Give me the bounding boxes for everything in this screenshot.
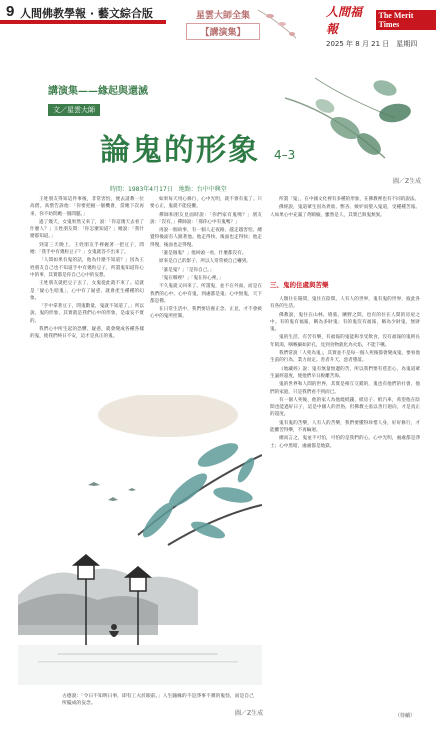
section-heading: 三、鬼的住處與苦樂	[270, 281, 329, 289]
paragraph: 鬼有鬼的苦樂，人有人的苦樂，我們要懂得珍惜人身，好好修行，才能離苦得樂，不再輪迴。	[270, 420, 420, 434]
watercolor-leaves-illustration	[285, 58, 425, 178]
masthead	[0, 0, 440, 58]
paragraph: 再說一個故事，有一個人走夜路，越走越害怕，總覺得後面有人跟著他。他走得快，後面也走得快；他走得慢，後面也走得慢。	[150, 228, 262, 248]
series-label	[186, 8, 260, 40]
paragraph: 禪師和朋友見面時說：「你們家有鬼嗎？」朋友說：「沒有。」禪師說：「那你心中有鬼嗎？」	[150, 212, 262, 225]
paragraph: 「手中拿著豆子，問鬼數量，鬼就不知道了。」所以說，鬼的形象，其實就是我們心中的形象，是虛妄不實的。	[30, 304, 144, 324]
paragraph: 鬼的世界和人間的世界，其實是相互交錯的，鬼也有他們的社會、他們的家庭，只是我們看不到而已。	[270, 382, 420, 395]
text-column-4	[270, 296, 420, 716]
paragraph: 王姓朋友就把豆子丟了，女鬼從此就不來了。這就是「疑心生暗鬼」，心中有了疑惑，就會產生種種的幻象。	[30, 281, 144, 301]
paragraph: 王姓朋友得知這件事後，非常害怕，便去請教一位高僧。高僧告訴他：「你要把握一個機會，當她下次再來，你不妨問她一個問題。」	[30, 197, 144, 217]
series-title: 星雲大師全集	[195, 11, 250, 21]
paragraph: 總而言之，鬼並不可怕，可怕的是我們的心。心中光明，處處都是淨土；心中黑暗，處處都是地獄。	[270, 436, 420, 449]
paragraph: 佛教說，鬼住在山林、墳墓、曠野之間，也有的住在人間的房屋之中。有的鬼有福報，稱為多財鬼；有的鬼沒有福報，稱為少財鬼、無財鬼。	[270, 312, 420, 333]
section-name: 人間佛教學報 · 藝文綜合版	[20, 7, 153, 20]
paragraph: 我們心中所生起的恐懼、疑惑，就會變成各種各樣的鬼，使我們終日不安，這才是真正的鬼。	[30, 327, 144, 340]
article-byline: 文／星雲大師	[48, 104, 100, 116]
newspaper-logo: 人間福報	[326, 5, 363, 36]
ink-painting-illustration	[18, 395, 262, 685]
paragraph: 「人間如果有鬼的話，他為什麼不知道？」因為王姓朋友自己也不知道手中有幾粒豆子，所謂鬼知道你心中的事，其實都是你自己心中的妄想。	[30, 258, 144, 278]
article-dateline: 時間：1983年4月17日 地點：台中中興堂	[110, 186, 227, 193]
series-subtitle: 【講演集】	[186, 23, 260, 40]
branch-decoration-icon	[256, 8, 306, 48]
paragraph: 《地藏經》說：鬼有無量無邊的苦，所以我們要有慈悲心，為鬼道眾生誦經超度，使他們早日脫離苦海。	[270, 366, 420, 379]
paragraph: 原來是自己的影子，所以人常常被自己嚇到。	[159, 259, 251, 265]
paragraph: 人類住在陽間，鬼住在陰間。人有人的世界，鬼有鬼的世界，彼此各有各的生活。	[270, 297, 420, 310]
article-part-number: 4–3	[274, 148, 296, 162]
issue-date: 2025 年 8 月 21 日 星期四	[326, 40, 418, 48]
continued-marker: （待續）	[395, 713, 416, 719]
photo-credit-top: 圖／Z生成	[393, 178, 422, 185]
paragraph: 鬼的生活，有苦有樂，有福報的鬼能夠享受飲食，沒有福報的鬼則長年飢渴，咽喉細如針孔，見到食物就化為火焰，不能下嚥。	[270, 335, 420, 348]
page-number: 9	[6, 3, 15, 20]
paragraph: 我們常說「人死為鬼」，其實並不是每一個人死後都會變成鬼，要看他生前的行為、業力而定。善者升天，惡者墮落。	[270, 351, 420, 364]
paragraph: 在日常生活中，我們要培養正念、正見，才不會被心中的鬼所控制。	[150, 307, 262, 320]
paragraph: 有一個人死後，他的家人為他燒紙錢、紙房子、紙汽車，希望他在陰間也能過好日子，這是中國人的習俗，但佛教主張以善行迴向，才是真正的超度。	[270, 397, 420, 418]
paragraph: 過了幾天，女鬼果然又來了，說：「你這幾天去看了什麼人？」王姓朋友問：「你怎麼知道？」她說：「我什麼都知道。」	[30, 219, 144, 240]
newspaper-logo-en: The Merit Times	[376, 10, 436, 30]
text-column-3	[270, 196, 420, 268]
article-kicker: 講演集——緣起與還滅	[48, 86, 148, 97]
paragraph: 「鬼在哪裡？」「鬼在你心裡。」	[159, 275, 224, 281]
paragraph: 到第三天晚上，王姓朋友手裡握著一把豆子，問她：「我手中有幾粒豆子？」女鬼就答不出來了。	[30, 242, 144, 256]
paragraph: 不久鬼就又回來了。所謂鬼，並不在外面，而是在我們的心中。心中有鬼，到處都是鬼；心中無鬼，天下都是佛。	[150, 284, 262, 304]
paragraph: 佛經說，鬼道眾生因為貪欲、慳吝、嫉妒而墮入鬼道，受種種苦報。人如果心中充滿了貪瞋癡，雖然是人，其實已與鬼無異。	[270, 205, 420, 218]
paragraph: 所謂「鬼」，在中國文化裡有多種的形象，在佛教裡也有不同的說法。	[279, 197, 420, 202]
article-title: 論鬼的形象	[100, 133, 260, 168]
article-subhead	[48, 82, 148, 116]
paragraph: 如果每天用心修行，心中光明，就不會有鬼了。只要心正，鬼就不能侵擾。	[150, 197, 262, 210]
paragraph: 「誰是鬼？」「是你自己。」	[159, 267, 215, 273]
image-caption: 古德說：「令日不知明日事，即有工夫於眼前。」人生隨緣的不是淨事不實的鬼怪，而是自己所擺成的妄念。	[62, 694, 254, 706]
paragraph: 「誰是個鬼？」他回頭一看，什麼都沒有。	[159, 251, 247, 257]
photo-credit-bottom: 圖／Z生成	[235, 710, 264, 717]
header-red-bar	[0, 20, 166, 24]
